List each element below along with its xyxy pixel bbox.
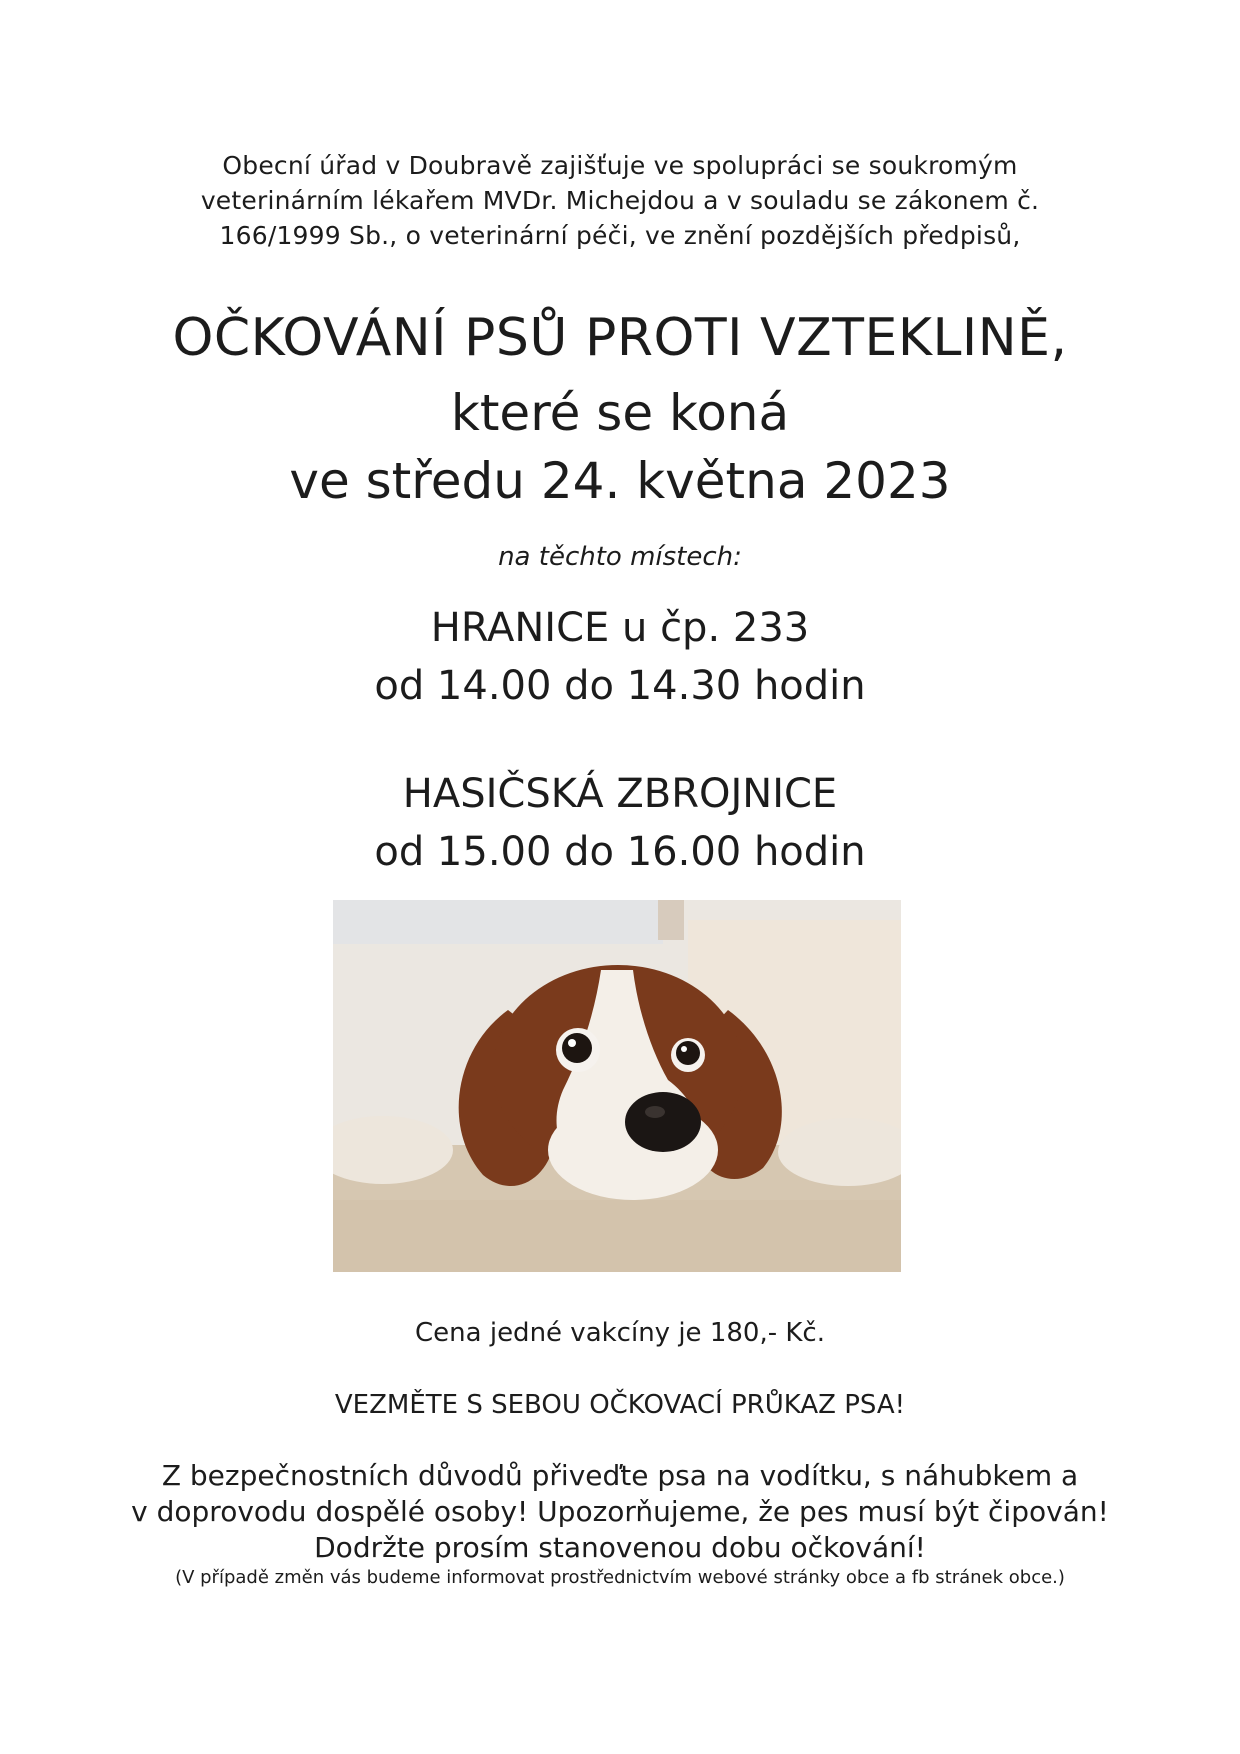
window-blind — [333, 900, 663, 944]
places-label: na těchto místech: — [498, 542, 742, 572]
location-2-time: od 15.00 do 16.00 hodin — [374, 829, 866, 875]
window-frame — [658, 900, 684, 940]
headline: OČKOVÁNÍ PSŮ PROTI VZTEKLINĚ, — [172, 308, 1068, 368]
right-eye — [676, 1041, 700, 1065]
left-eye-glint — [568, 1039, 576, 1047]
intro-line: veterinárním lékařem MVDr. Michejdou a v souladu se zákonem č. — [200, 186, 1040, 215]
dog-photo — [333, 900, 901, 1272]
subheadline-date: ve středu 24. května 2023 — [289, 452, 951, 510]
location-1-time: od 14.00 do 14.30 hodin — [374, 663, 866, 709]
intro-line: 166/1999 Sb., o veterinární péči, ve znění pozdějších předpisů, — [219, 221, 1021, 250]
intro-paragraph — [0, 148, 1240, 253]
bring-notice: VEZMĚTE S SEBOU OČKOVACÍ PRŮKAZ PSA! — [334, 1390, 906, 1420]
footnote: (V případě změn vás budeme informovat prostřednictvím webové stránky obce a fb stránek obce.) — [175, 1567, 1065, 1588]
vaccine-price: Cena jedné vakcíny je 180,- Kč. — [415, 1318, 825, 1348]
carpet-shadow — [333, 1200, 901, 1272]
safety-line: Z bezpečnostních důvodů přiveďte psa na vodítku, s náhubkem a — [161, 1459, 1079, 1492]
dog-illustration — [333, 900, 901, 1272]
dog-nose — [625, 1092, 701, 1152]
left-eye — [562, 1033, 592, 1063]
nose-highlight — [645, 1106, 665, 1118]
safety-line: v doprovodu dospělé osoby! Upozorňujeme, že pes musí být čipován! — [131, 1495, 1109, 1528]
location-2-place: HASIČSKÁ ZBROJNICE — [402, 771, 838, 817]
safety-line: Dodržte prosím stanovenou dobu očkování! — [314, 1531, 926, 1564]
right-eye-glint — [681, 1046, 687, 1052]
location-1-place: HRANICE u čp. 233 — [430, 605, 810, 651]
safety-paragraph — [0, 1458, 1240, 1566]
subheadline-event: které se koná — [450, 384, 790, 442]
intro-line: Obecní úřad v Doubravě zajišťuje ve spolupráci se soukromým — [222, 151, 1018, 180]
